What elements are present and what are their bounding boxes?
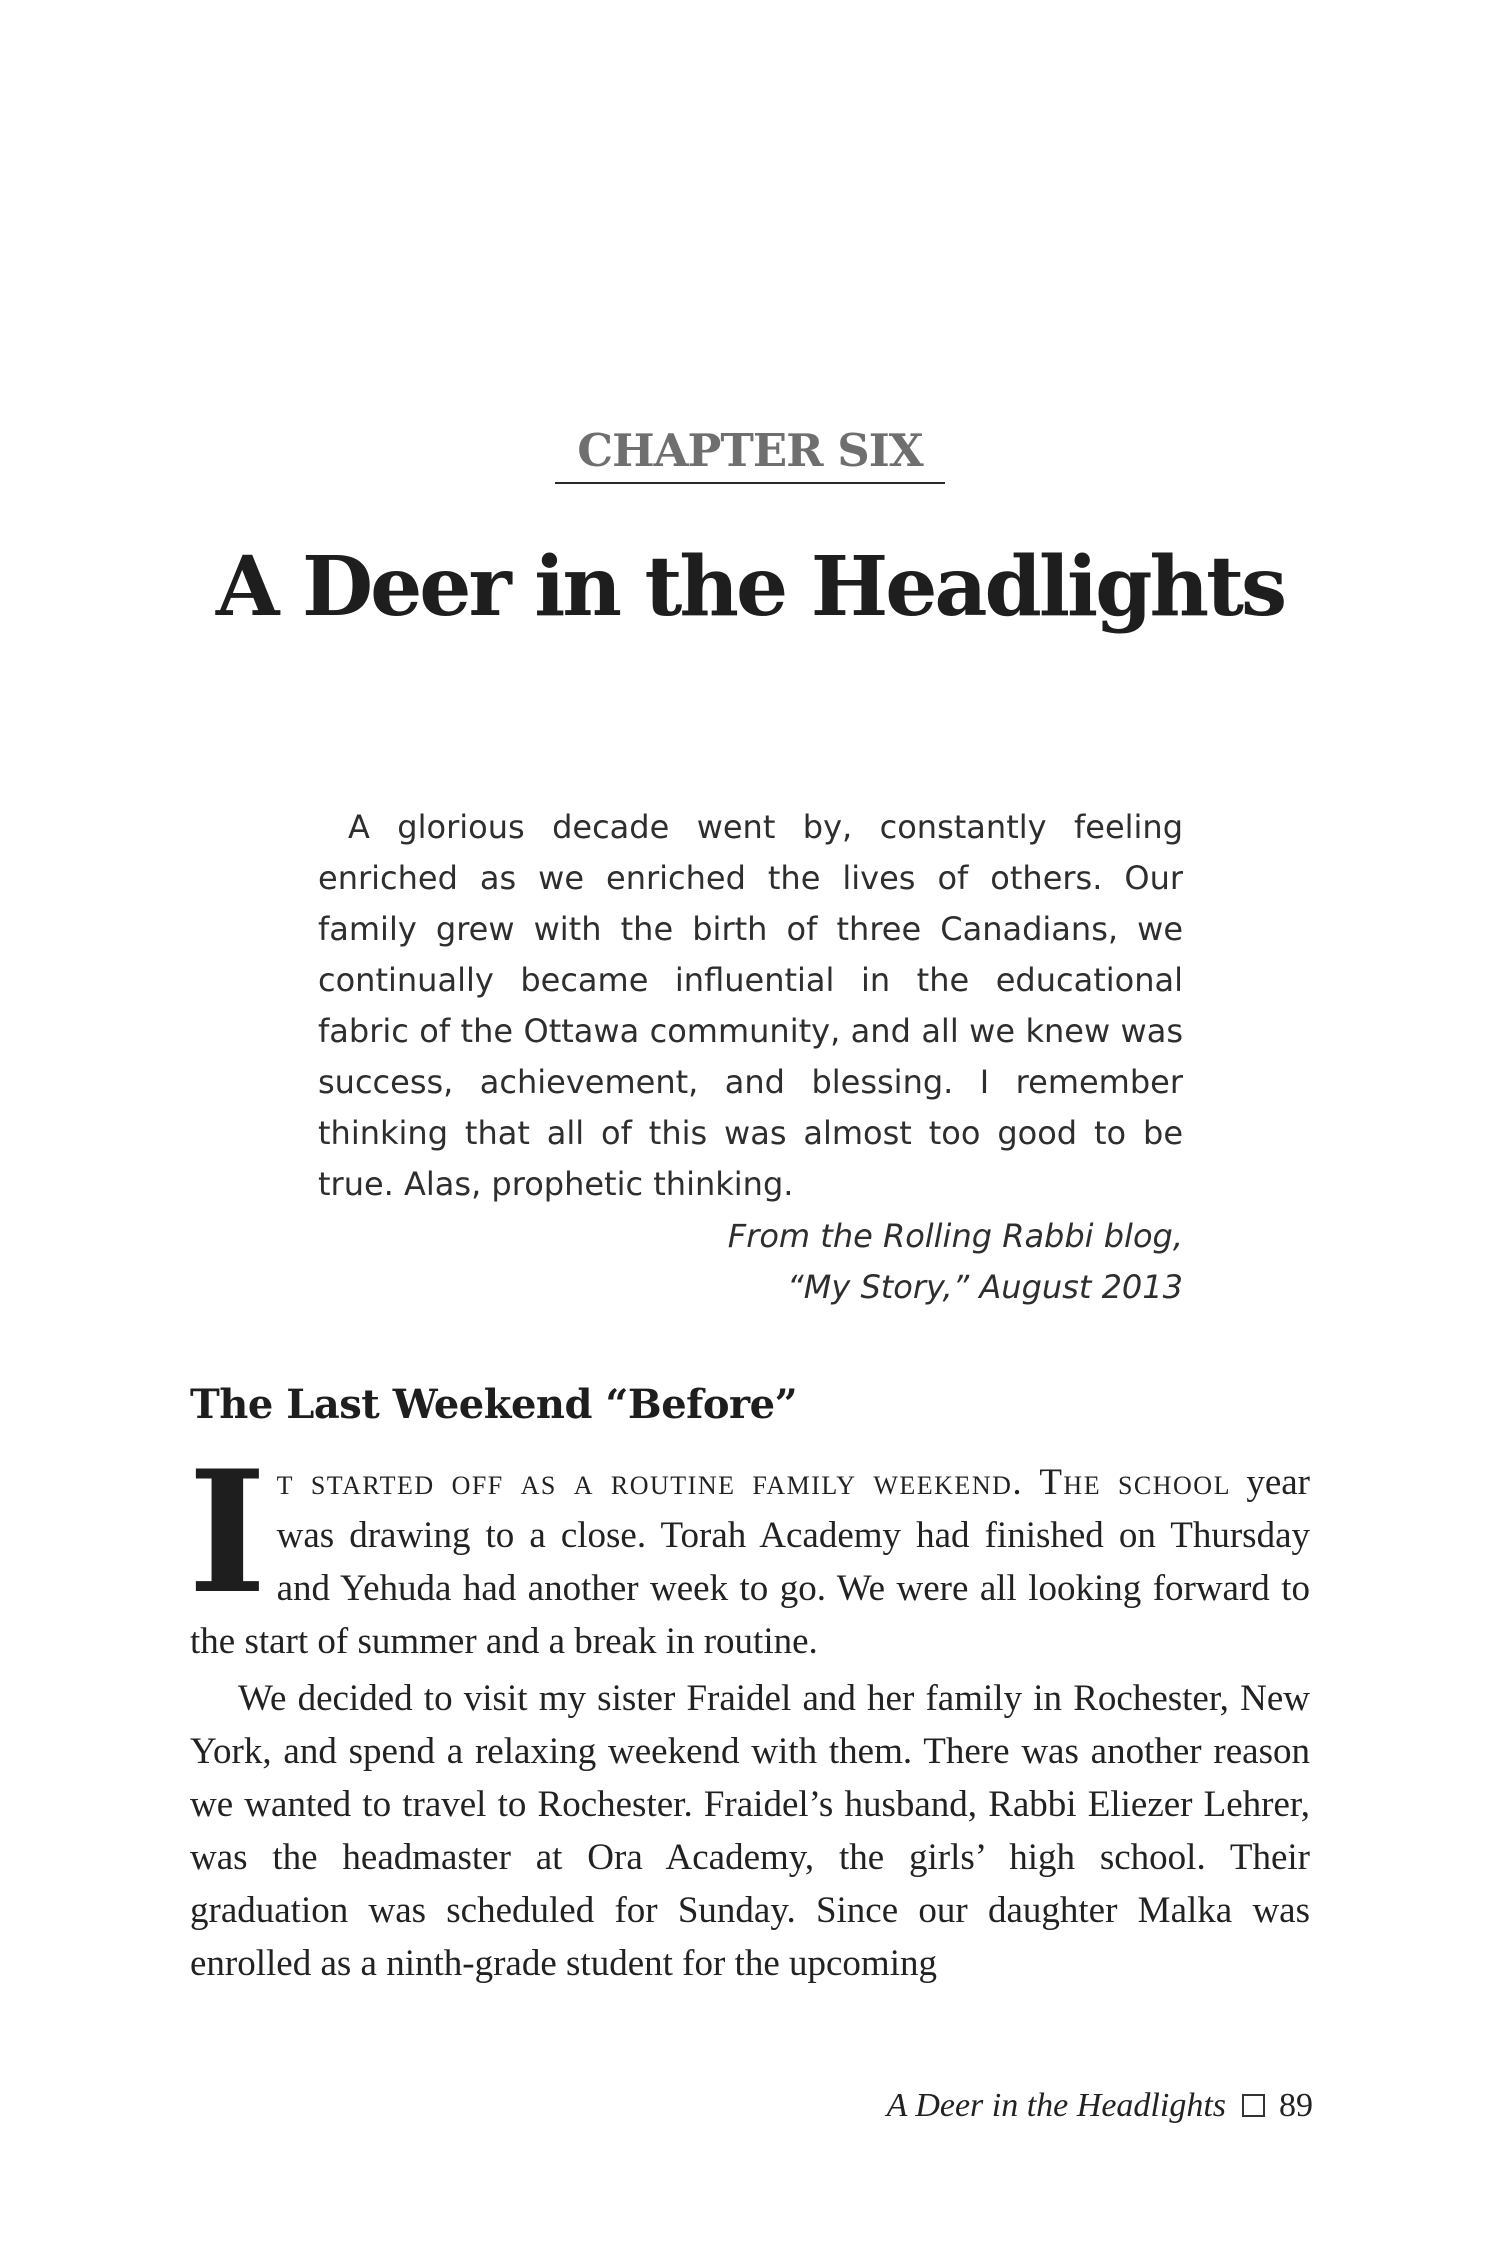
opening-small-caps: t started off as a routine family weekend. The school (276, 1462, 1231, 1503)
running-footer (887, 2082, 1313, 2130)
page-number: 89 (1279, 2087, 1313, 2124)
chapter-label: CHAPTER SIX (577, 424, 923, 477)
drop-cap: I (188, 1433, 267, 1631)
chapter-rule (555, 482, 945, 484)
epigraph-source (318, 1211, 1183, 1313)
square-outline-icon (1242, 2094, 1265, 2117)
chapter-title: A Deer in the Headlights (215, 539, 1285, 635)
body-paragraph-1 (188, 1433, 1311, 1668)
epigraph-source-line-1: From the Rolling Rabbi blog, (727, 1217, 1183, 1255)
epigraph-text: A glorious decade went by, constantly feeling enriched as we enriched the lives of others. Our family grew with the birth of three Canadians, we continually became influential in the educational fabric of the Ottawa community, and all we knew was success, achievement, and blessing. I remember thinking that all of this was almost too good to be true. Alas, prophetic thinking. (318, 808, 1183, 1203)
body-paragraph-2: We decided to visit my sister Fraidel and her family in Rochester, New York, and spend a relaxing weekend with them. There was another reason we wanted to travel to Rochester. Fraidel’s husband, Rabbi Eliezer Lehrer, was the headmaster at Ora Academy, the girls’ high school. Their graduation was scheduled for Sunday. Since our daughter Malka was enrolled as a ninth-grade student for the upcoming (190, 1678, 1310, 1984)
paragraph-1-text: year was drawing to a close. Torah Academy had finished on Thursday and Yehuda had another week to go. We were all looking forward to the start of summer and a break in routine. (190, 1462, 1311, 1662)
running-footer-title: A Deer in the Headlights (886, 2087, 1226, 2124)
section-heading: The Last Weekend “Before” (190, 1381, 798, 1428)
epigraph-source-line-2: “My Story,” August 2013 (787, 1268, 1183, 1306)
